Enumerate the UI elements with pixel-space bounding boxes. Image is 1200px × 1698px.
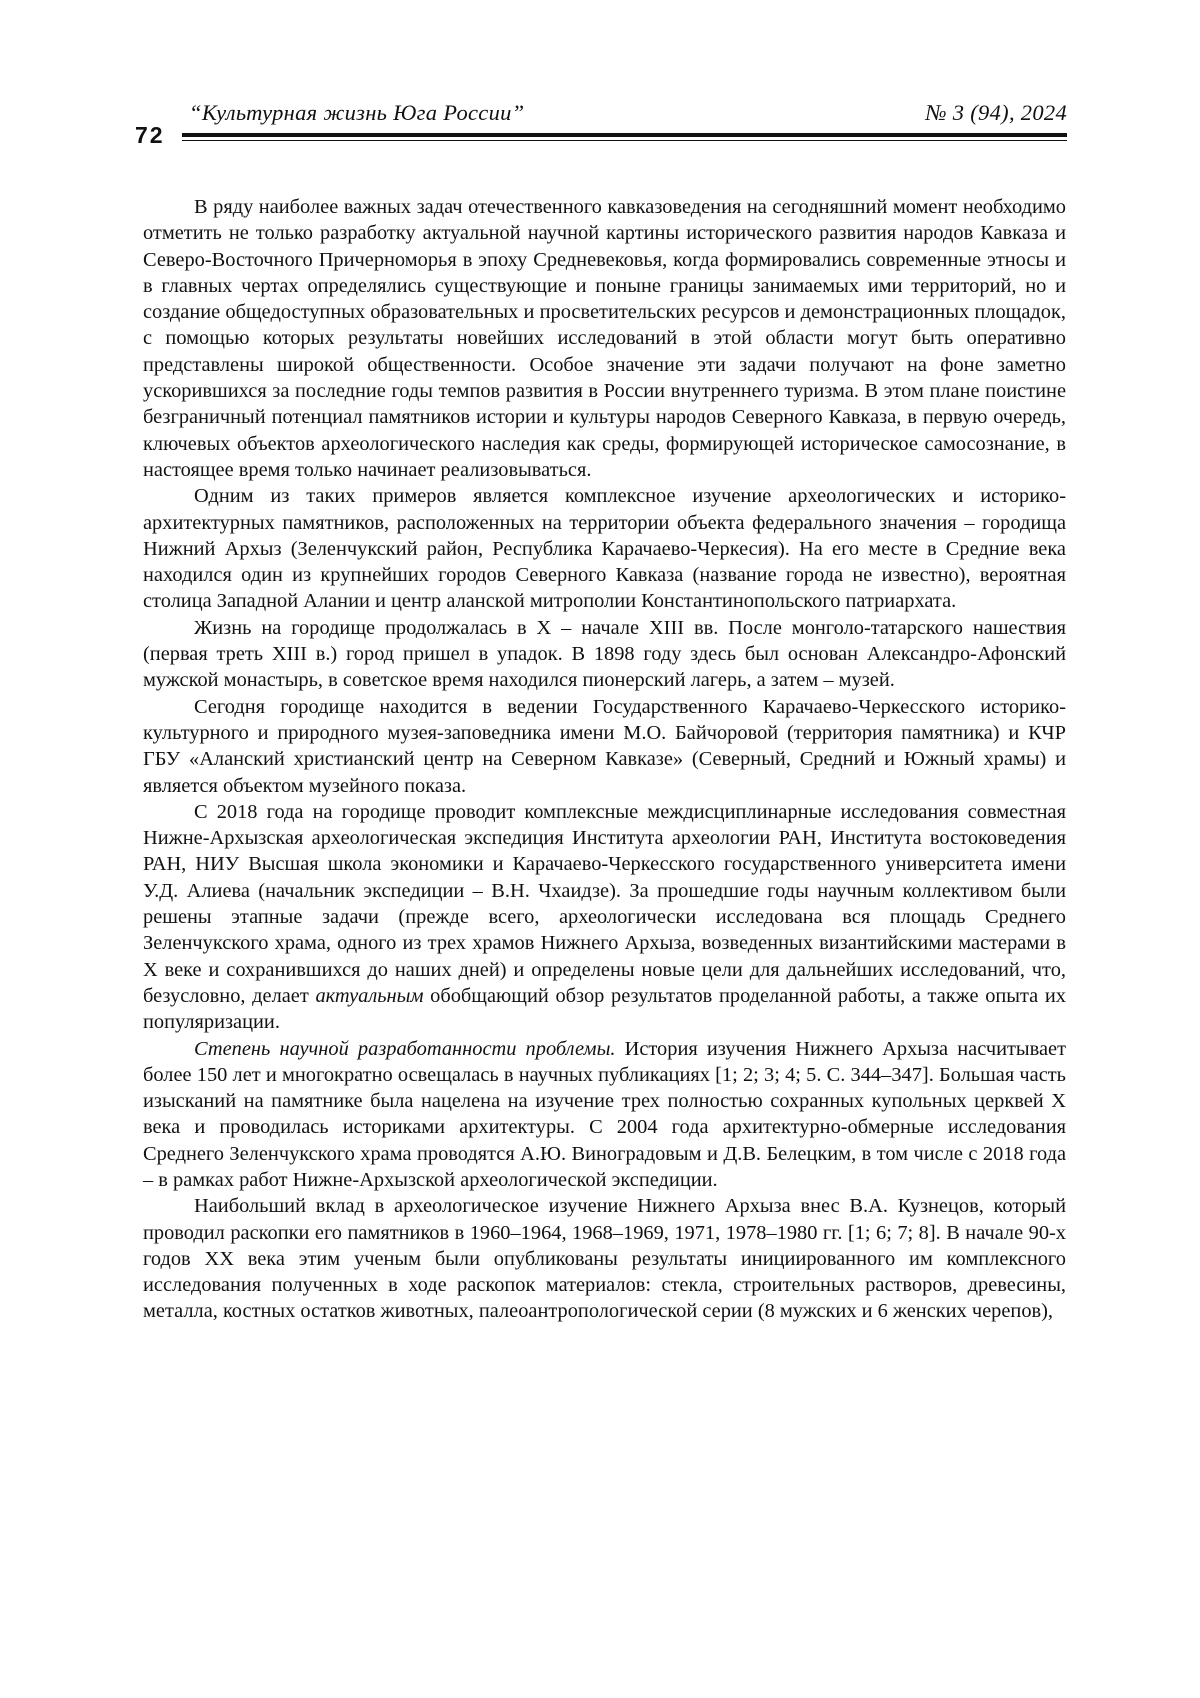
paragraph-3: Жизнь на городище продолжалась в X – начале XIII вв. После монголо-татарского нашествия (первая треть XIII в.) город пришел в упадок. В 1898 году здесь был основан Александро-Афонский мужской монастырь, в советское время находился пионерский лагерь, а затем – музей. xyxy=(143,615,1066,694)
paragraph-6-text: История изучения Нижнего Архыза насчитывает более 150 лет и многократно освещалась в научных публикациях [1; 2; 3; 4; 5. С. 344–347]. Большая часть изысканий на памятнике была нацелена на изучение трех полностью сохранных купольных церквей X века и проводилась историками архитектуры. С 2004 года архитектурно-обмерные исследования Среднего Зеленчукского храма проводятся А.Ю. Виноградовым и Д.В. Белецким, в том числе с 2018 года – в рамках работ Нижне-Архызской археологической экспедиции. xyxy=(143,1038,1066,1191)
paragraph-5-text-end: обобщающий обзор результатов проделанной работы, а также опыта их популяризации. xyxy=(143,985,1066,1033)
header-rule-thick xyxy=(182,133,1067,137)
paragraph-5-text-start: С 2018 года на городище проводит комплексные междисциплинарные исследования совместная Нижне-Архызская археологическая экспедиция Института археологии РАН, Института востоковедения РАН, НИУ Высшая школа экономики и Карачаево-Черкесского государственного университета имени У.Д. Алиева (начальник экспедиции – В.Н. Чхаидзе). За прошедшие годы научным коллективом были решены этапные задачи (прежде всего, археологически исследована вся площадь Среднего Зеленчукского храма, одного из трех храмов Нижнего Архыза, возведенных византийскими мастерами в X веке и сохранившихся до наших дней) и определены новые цели для дальнейших исследований, что, безусловно, делает xyxy=(143,801,1066,1007)
issue-number: № 3 (94), 2024 xyxy=(925,100,1067,126)
journal-title: “Культурная жизнь Юга России” xyxy=(189,100,524,126)
paragraph-5 xyxy=(143,799,1066,1036)
paragraph-4: Сегодня городище находится в ведении Государственного Карачаево-Черкесского историко-культурного и природного музея-заповедника имени М.О. Байчоровой (территория памятника) и КЧР ГБУ «Аланский христианский центр на Северном Кавказе» (Северный, Средний и Южный храмы) и является объектом музейного показа. xyxy=(143,694,1066,799)
paragraph-1: В ряду наиболее важных задач отечественного кавказоведения на сегодняшний момент необходимо отметить не только разработку актуальной научной картины исторического развития народов Кавказа и Северо-Восточного Причерноморья в эпоху Средневековья, когда формировались современные этносы и в главных чертах определялись существующие и поныне границы занимаемых ими территорий, но и создание общедоступных образовательных и просветительских ресурсов и демонстрационных площадок, с помощью которых результаты новейших исследований в этой области могут быть оперативно представлены широкой общественности. Особое значение эти задачи получают на фоне заметно ускорившихся за последние годы темпов развития в России внутреннего туризма. В этом плане поистине безграничный потенциал памятников истории и культуры народов Северного Кавказа, в первую очередь, ключевых объектов археологического наследия как среды, формирующей историческое самосознание, в настоящее время только начинает реализовываться. xyxy=(143,194,1066,483)
header-rule-thin xyxy=(182,140,1067,141)
journal-page xyxy=(0,0,1200,1698)
article-body xyxy=(143,194,1066,1325)
paragraph-5-emphasis: актуальным xyxy=(315,985,423,1007)
section-heading-italic: Степень научной разработанности проблемы. xyxy=(194,1038,615,1060)
page-number: 72 xyxy=(135,122,165,149)
paragraph-6 xyxy=(143,1036,1066,1194)
paragraph-7: Наибольший вклад в археологическое изучение Нижнего Архыза внес В.А. Кузнецов, который проводил раскопки его памятников в 1960–1964, 1968–1969, 1971, 1978–1980 гг. [1; 6; 7; 8]. В начале 90-х годов XX века этим ученым были опубликованы результаты инициированного им комплексного исследования полученных в ходе раскопок материалов: стекла, строительных растворов, древесины, металла, костных остатков животных, палеоантропологической серии (8 мужских и 6 женских черепов), xyxy=(143,1193,1066,1324)
paragraph-2: Одним из таких примеров является комплексное изучение археологических и историко-архитектурных памятников, расположенных на территории объекта федерального значения – городища Нижний Архыз (Зеленчукский район, Республика Карачаево-Черкесия). На его месте в Средние века находился один из крупнейших городов Северного Кавказа (название города не известно), вероятная столица Западной Алании и центр аланской митрополии Константинопольского патриархата. xyxy=(143,483,1066,614)
